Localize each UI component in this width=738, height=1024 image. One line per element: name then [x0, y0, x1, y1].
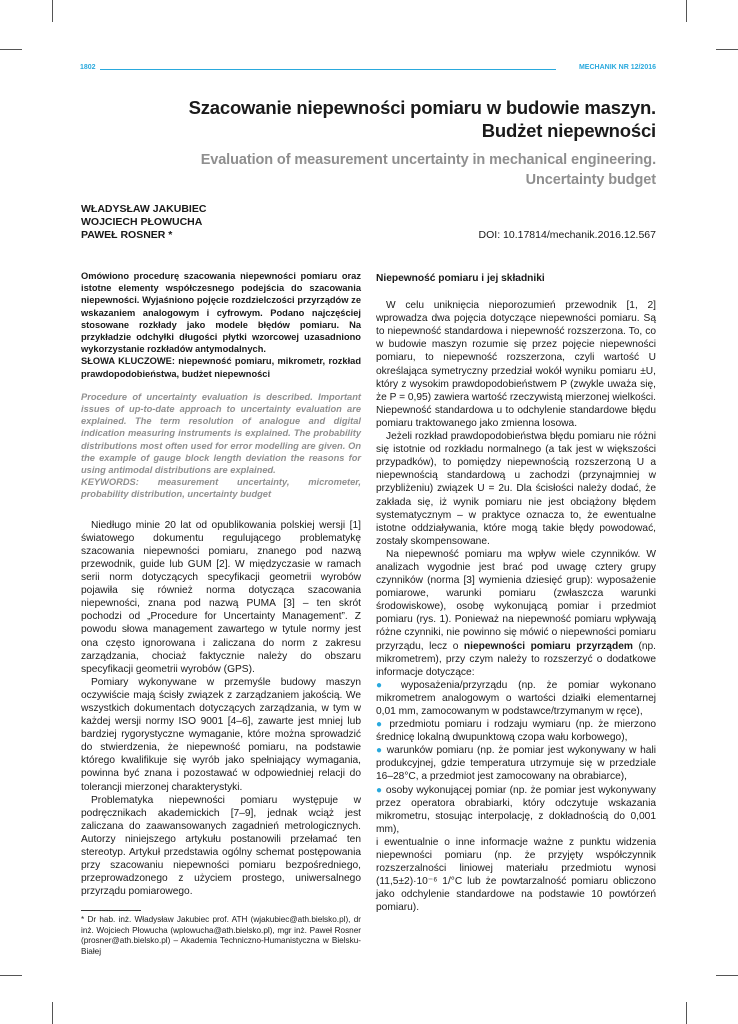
author: PAWEŁ ROSNER *: [81, 229, 173, 241]
paragraph: Jeżeli rozkład prawdopodobieństwa błędu pomiaru nie różni się istotnie od rozkładu normalnego (a tak jest w większości przypadków), to pomiędzy niepewnością rozszerzoną U a niepewnością standardową u zachodzi (przynajmniej w przybliżeniu) związek U = 2u. Dla ścisłości należy dodać, że zakłada się, iż wynik pomiaru nie jest obciążony błędem systematycznym – w praktyce oznacza to, że ewentualne istotne oddziaływania, które mogą takie błędy powodować, zostały skompensowane.: [376, 431, 656, 547]
abstract-polish-text: Omówiono procedurę szacowania niepewności pomiaru oraz istotne elementy współczesnego podejścia do szacowania niepewności. Wyjaśniono pojęcie rozdzielczości przyrządów ze wskazaniem analogowym i cyfrowym. Podano najczęściej stosowane rozkłady jako modele błędów pomiaru. Na przykładzie odchyłki długości płytki wzorcowej uzasadniono wykorzystanie rozkładów antymodalnych.: [81, 271, 361, 355]
paragraph: Niedługo minie 20 lat od opublikowania polskiej wersji [1] światowego dokumentu regulującego problematykę szacowania niepewności pomiaru, znanego pod nazwą przewodnik, guide lub GUM [2]. W międzyczasie w ramach serii norm dotyczących specyfikacji geometrii wyrobów pojawiła się również norma dotycząca szacowania niepewności, znana pod nazwą PUMA [3] – ten skrót pochodzi od „Procedure for Uncertainty Management”. Z powodu słowa management zawartego w tytule normy jest ona często ignorowana i zaliczana do norm z zakresu zarządzania, chociaż faktycznie należy do obszaru specyfikacji geometrii wyrobów (GPS).: [81, 519, 361, 675]
bullet-icon: ●: [376, 784, 383, 796]
keywords-polish: SŁOWA KLUCZOWE: niepewność pomiaru, mikrometr, rozkład prawdopodobieństwa, budżet niepewności: [81, 356, 361, 379]
list-item: [376, 679, 656, 718]
crop-mark: [52, 0, 53, 22]
list-item-text: warunków pomiaru (np. że pomiar jest wykonywany w hali produkcyjnej, gdzie temperatura utrzymuje się w przedziale 16–28°C, a przedmiot jest zamocowany na obrabiarce),: [376, 745, 656, 783]
title-polish-line-2: Budżet niepewności: [481, 120, 656, 141]
title-english: [96, 150, 656, 190]
bold-term: niepewności pomiaru przyrządem: [463, 640, 633, 652]
abstract-english-text: Procedure of uncertainty evaluation is described. Important issues of up-to-date approach to uncertainty evaluation are explained. The term resolution of analogue and digital indication measuring instruments is explained. The probability distributions most often used for error modelling are given. On the example of gauge block length deviation the reasons for using antimodal distributions are explained.: [81, 391, 361, 476]
list-item: [376, 744, 656, 783]
author: WŁADYSŁAW JAKUBIEC: [81, 203, 207, 215]
title-polish: [96, 96, 656, 142]
journal-issue: MECHANIK NR 12/2016: [578, 64, 656, 71]
left-column: [81, 270, 361, 957]
page-number: 1802: [80, 64, 96, 71]
paragraph: Problematyka niepewności pomiaru występuje w podręcznikach akademickich [7–9], jednak wciąż jest zaliczana do zaawansowanych zagadnień metrologicznych. Autorzy niniejszego artykułu postanowili przełamać ten stereotyp. Artykuł przedstawia ogólny schemat postępowania przy szacowaniu niepewności pomiaru bezpośredniego, przeprowadzonego z użyciem prostego, uniwersalnego przyrządu pomiarowego.: [81, 794, 361, 898]
footnote: * Dr hab. inż. Władysław Jakubiec prof. ATH (wjakubiec@ath.bielsko.pl), dr inż. Wojciech Płowucha (wplowucha@ath.bielsko.pl), mgr inż. Paweł Rosner (prosner@ath.bielsko.pl) – Akademia Techniczno-Humanistyczna w Bielsku-Białej: [81, 915, 361, 956]
author-list: [81, 203, 206, 242]
author: WOJCIECH PŁOWUCHA: [81, 216, 203, 228]
title-polish-line-1: Szacowanie niepewności pomiaru w budowie maszyn.: [188, 97, 656, 118]
title-english-line-1: Evaluation of measurement uncertainty in mechanical engineering.: [200, 152, 656, 168]
list-item-text: przedmiotu pomiaru i rodzaju wymiaru (np. że mierzono średnicę lokalną dwupunktową czopa wału korbowego),: [376, 719, 656, 744]
paragraph: [376, 548, 656, 679]
crop-mark: [716, 975, 738, 976]
body-text-left: [81, 519, 361, 899]
running-head: [80, 64, 656, 76]
crop-mark: [0, 49, 22, 50]
keywords-english: KEYWORDS: measurement uncertainty, micrometer, probability distribution, uncertainty budget: [81, 477, 361, 500]
abstract-polish: [81, 270, 361, 380]
list-item-text: osoby wykonującej pomiar (np. że pomiar jest wykonywany przez operatora obrabiarki, który odczytuje wskazania mikrometru, stosując interpolację, z dokładnością do 0,001 mm),: [376, 784, 656, 835]
title-english-line-2: Uncertainty budget: [525, 172, 656, 188]
bullet-icon: ●: [376, 745, 383, 757]
doi: DOI: 10.17814/mechanik.2016.12.567: [478, 229, 656, 241]
paragraph-text: Na niepewność pomiaru ma wpływ wiele czynników. W analizach wygodnie jest brać pod uwagę cztery grupy czynników (norma [3] wymienia dziesięć grup): wyposażenie pomiarowe, warunki pomiaru (zwłaszcza warunki środowiskowe), osobę wykonującą pomiar i przedmiot pomiaru (rys. 1). Ponieważ na niepewność pomiaru wpływają różne czynniki, nie powinno się mówić o niepewności pomiaru przyrządu, lecz o: [376, 548, 656, 652]
paragraph-text: (np. mikrometrem), przy czym należy to rozszerzyć o dodatkowe informacje dotyczące:: [376, 640, 656, 678]
paragraph: W celu uniknięcia nieporozumień przewodnik [1, 2] wprowadza dwa pojęcia dotyczące niepewności pomiaru. Są to niepewność standardowa i niepewność rozszerzona. To, co w budowie maszyn rozumie się przez pojęcie niepewności pomiaru, to niepewność rozszerzona, czyli wartość U określająca symetryczny przedział wokół wyniku pomiaru ±U, który z wysokim prawdopodobieństwem P (zwykle uważa się, że P = 0,95) zawiera wartość rzeczywistą mierzonej wielkości. Niepewność standardowa u to odchylenie standardowe błędu pomiaru traktowanego jako zmienna losowa.: [376, 300, 656, 429]
crop-mark: [0, 975, 22, 976]
section-title: Niepewność pomiaru i jej składniki: [376, 273, 545, 284]
list-item: [376, 784, 656, 836]
paragraph: Pomiary wykonywane w przemyśle budowy maszyn oczywiście mają ścisły związek z zarządzaniem jakością. We wszystkich dokumentach dotyczących zarządzania, w tym w każdej wersji normy ISO 9001 [4–6], zawarte jest mniej lub bardziej rygorystyczne wymaganie, które można sprowadzić do stwierdzenia, że niepewność pomiaru, na podstawie którego kwalifikuje się wyrób jako spełniający wymagania, powinna być znana i pozostawać w odpowiedniej relacji do tolerancji mierzonej charakterystyki.: [81, 676, 361, 793]
list-item-text: wyposażenia/przyrządu (np. że pomiar wykonano mikrometrem analogowym o wartości działki elementarnej 0,01 mm, zamocowanym w podstawce/trzymanym w ręce),: [376, 679, 656, 717]
bullet-icon: ●: [376, 719, 385, 731]
footnote-rule: [81, 910, 141, 911]
list-item: [376, 718, 656, 744]
bullet-icon: ●: [376, 679, 391, 691]
crop-mark: [52, 1002, 53, 1024]
abstract-english: [81, 391, 361, 501]
right-column: [376, 270, 656, 915]
paragraph: i ewentualnie o inne informacje ważne z punktu widzenia niepewności pomiaru (np. że przyjęty współczynnik rozszerzalności liniowej materiału przedmiotu wynosi (11,5±2)·10⁻⁶ 1/°C lub że powtarzalność pomiaru obliczono jako odchylenie standardowe na podstawie 10 powtórzeń pomiaru).: [376, 836, 656, 914]
crop-mark: [686, 0, 687, 22]
crop-mark: [686, 1002, 687, 1024]
crop-mark: [716, 49, 738, 50]
header-rule: [100, 69, 556, 70]
